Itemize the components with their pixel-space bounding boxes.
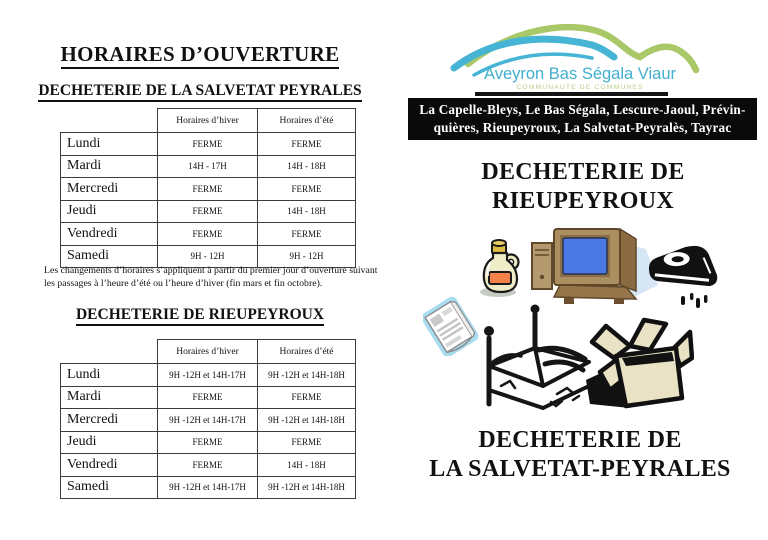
- old-computer-icon: [530, 227, 658, 305]
- table-row: [61, 364, 356, 387]
- day-cell: Jeudi: [61, 200, 158, 223]
- logo-name-text: Aveyron Bas Ségala Viaur: [483, 65, 677, 83]
- summer-hours-header: Horaires d’été: [258, 340, 356, 364]
- summer-cell: 9H - 12H: [258, 245, 356, 268]
- day-cell: Mercredi: [61, 409, 158, 432]
- winter-hours-header: Horaires d’hiver: [158, 109, 258, 133]
- summer-cell: 14H - 18H: [258, 155, 356, 178]
- table-row: [61, 155, 356, 178]
- divider-bar: [475, 92, 668, 96]
- summer-cell: FERME: [258, 133, 356, 156]
- winter-cell: FERME: [158, 431, 258, 454]
- summer-cell: FERME: [258, 178, 356, 201]
- page-title: HORAIRES D’OUVERTURE: [30, 42, 370, 67]
- table-row: [61, 431, 356, 454]
- day-cell: Vendredi: [61, 223, 158, 246]
- section-title-rieupeyroux: DECHETERIE DE RIEUPEYROUX: [30, 306, 370, 324]
- winter-cell: FERME: [158, 454, 258, 477]
- logo-subtitle-text: COMMUNAUTE DE COMMUNES: [516, 84, 644, 91]
- summer-cell: FERME: [258, 431, 356, 454]
- day-cell: Samedi: [61, 476, 158, 499]
- winter-cell: 9H -12H et 14H-17H: [158, 476, 258, 499]
- summer-cell: 9H -12H et 14H-18H: [258, 476, 356, 499]
- table-row: [61, 454, 356, 477]
- table-header-row: [61, 109, 356, 133]
- bed-icon: [473, 302, 595, 414]
- table-row: [61, 386, 356, 409]
- summer-hours-header: Horaires d’été: [258, 109, 356, 133]
- communes-banner: [408, 98, 757, 140]
- summer-cell: 9H -12H et 14H-18H: [258, 409, 356, 432]
- summer-cell: FERME: [258, 386, 356, 409]
- right-title-rieupeyroux: DECHETERIE DE RIEUPEYROUX: [481, 159, 685, 214]
- summer-cell: FERME: [258, 223, 356, 246]
- newspaper-icon: [423, 294, 479, 356]
- day-cell: Lundi: [61, 133, 158, 156]
- summer-cell: 14H - 18H: [258, 200, 356, 223]
- rieupeyroux-hours-table: [60, 339, 356, 499]
- cardboard-box-icon: [586, 314, 694, 412]
- right-title-salvetat: DECHETERIE DE LA SALVETAT-PEYRALES: [429, 427, 731, 482]
- winter-cell: 9H - 12H: [158, 245, 258, 268]
- table-row: [61, 409, 356, 432]
- winter-cell: 9H -12H et 14H-17H: [158, 409, 258, 432]
- winter-cell: 14H - 17H: [158, 155, 258, 178]
- day-cell: Lundi: [61, 364, 158, 387]
- winter-cell: FERME: [158, 386, 258, 409]
- winter-cell: 9H -12H et 14H-17H: [158, 364, 258, 387]
- table-row: [61, 133, 356, 156]
- day-cell: Samedi: [61, 245, 158, 268]
- clothes-iron-icon: [645, 238, 725, 314]
- winter-cell: FERME: [158, 223, 258, 246]
- salvetat-hours-table: [60, 108, 356, 268]
- winter-cell: FERME: [158, 200, 258, 223]
- banner-line-1: La Capelle-Bleys, Le Bas Ségala, Lescure-Jaoul, Prévin-: [419, 102, 746, 117]
- empty-corner-cell: [61, 340, 158, 364]
- empty-corner-cell: [61, 109, 158, 133]
- day-cell: Jeudi: [61, 431, 158, 454]
- oil-can-icon: [477, 236, 527, 298]
- table-row: [61, 178, 356, 201]
- summer-cell: 14H - 18H: [258, 454, 356, 477]
- day-cell: Mardi: [61, 386, 158, 409]
- summer-cell: 9H -12H et 14H-18H: [258, 364, 356, 387]
- section-title-salvetat: DECHETERIE DE LA SALVETAT PEYRALES: [30, 82, 370, 100]
- table-row: [61, 200, 356, 223]
- winter-cell: FERME: [158, 178, 258, 201]
- community-logo: [440, 10, 720, 92]
- table-row: [61, 223, 356, 246]
- logo-blue-wave: [454, 39, 614, 68]
- day-cell: Mardi: [61, 155, 158, 178]
- winter-hours-header: Horaires d’hiver: [158, 340, 258, 364]
- winter-cell: FERME: [158, 133, 258, 156]
- day-cell: Vendredi: [61, 454, 158, 477]
- schedule-change-note: Les changements d’horaires s’appliquent à partir du premier jour d’ouverture suivant les passages à l’heure d’été ou l’heure d’hiver (fin mars et fin octobre).: [44, 265, 378, 289]
- table-row: [61, 476, 356, 499]
- table-header-row: [61, 340, 356, 364]
- banner-line-2: quières, Rieupeyroux, La Salvetat-Peyralès, Tayrac: [433, 119, 732, 135]
- day-cell: Mercredi: [61, 178, 158, 201]
